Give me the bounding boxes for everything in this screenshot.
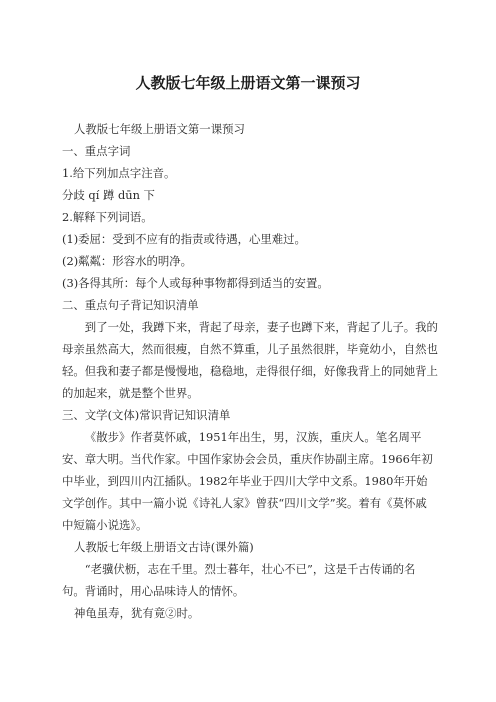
exercise-line: 1.给下列加点字注音。 <box>62 166 176 180</box>
section-heading-1: 一、重点字词 <box>62 144 131 158</box>
paragraph-author-bio: 《散步》作者莫怀戚，1951年出生，男，汉族，重庆人。笔名周平安、章大明。当代作家。中国作家协会会员，重庆作协副主席。1966年初中毕业，到四川内江插队。1982年毕业于四川大学中文系。1980年开始文学创作。其中一篇小说《诗礼人家》曾获“四川文学”奖。着有《莫怀戚中短篇小说选》。 <box>62 430 433 532</box>
exercise-line: 2.解释下列词语。 <box>62 210 153 224</box>
paragraph-excerpt: 到了一处，我蹲下来，背起了母亲，妻子也蹲下来，背起了儿子。我的母亲虽然高大，然而很瘦，自然不算重，儿子虽然很胖，毕竟幼小，自然也轻。但我和妻子都是慢慢地，稳稳地，走得很仔细，好像我背上的同她背上的加起来，就是整个世界。 <box>62 320 438 400</box>
document-title: 人教版七年级上册语文第一课预习 <box>135 74 361 92</box>
definition-line: (1)委屈：受到不应有的指责或待遇，心里难过。 <box>62 232 306 246</box>
subtitle-line: 人教版七年级上册语文第一课预习 <box>74 122 245 136</box>
definition-line: (2)粼粼：形容水的明净。 <box>62 254 193 268</box>
section-heading-3: 三、文学(文体)常识背记知识清单 <box>62 408 231 422</box>
poem-section-title: 人教版七年级上册语文古诗(课外篇) <box>74 540 254 554</box>
document-body <box>62 118 438 624</box>
pinyin-line: 分歧 qí 蹲 dūn 下 <box>62 188 155 202</box>
definition-line: (3)各得其所：每个人或每种事物都得到适当的安置。 <box>62 276 329 290</box>
poem-line: 神龟虽寿，犹有竟②时。 <box>74 606 200 620</box>
paragraph-poem-note: “老骥伏枥，志在千里。烈士暮年，壮心不已”，这是千古传诵的名句。背诵时，用心品味诗人的情怀。 <box>62 562 416 598</box>
section-heading-2: 二、重点句子背记知识清单 <box>62 298 199 312</box>
